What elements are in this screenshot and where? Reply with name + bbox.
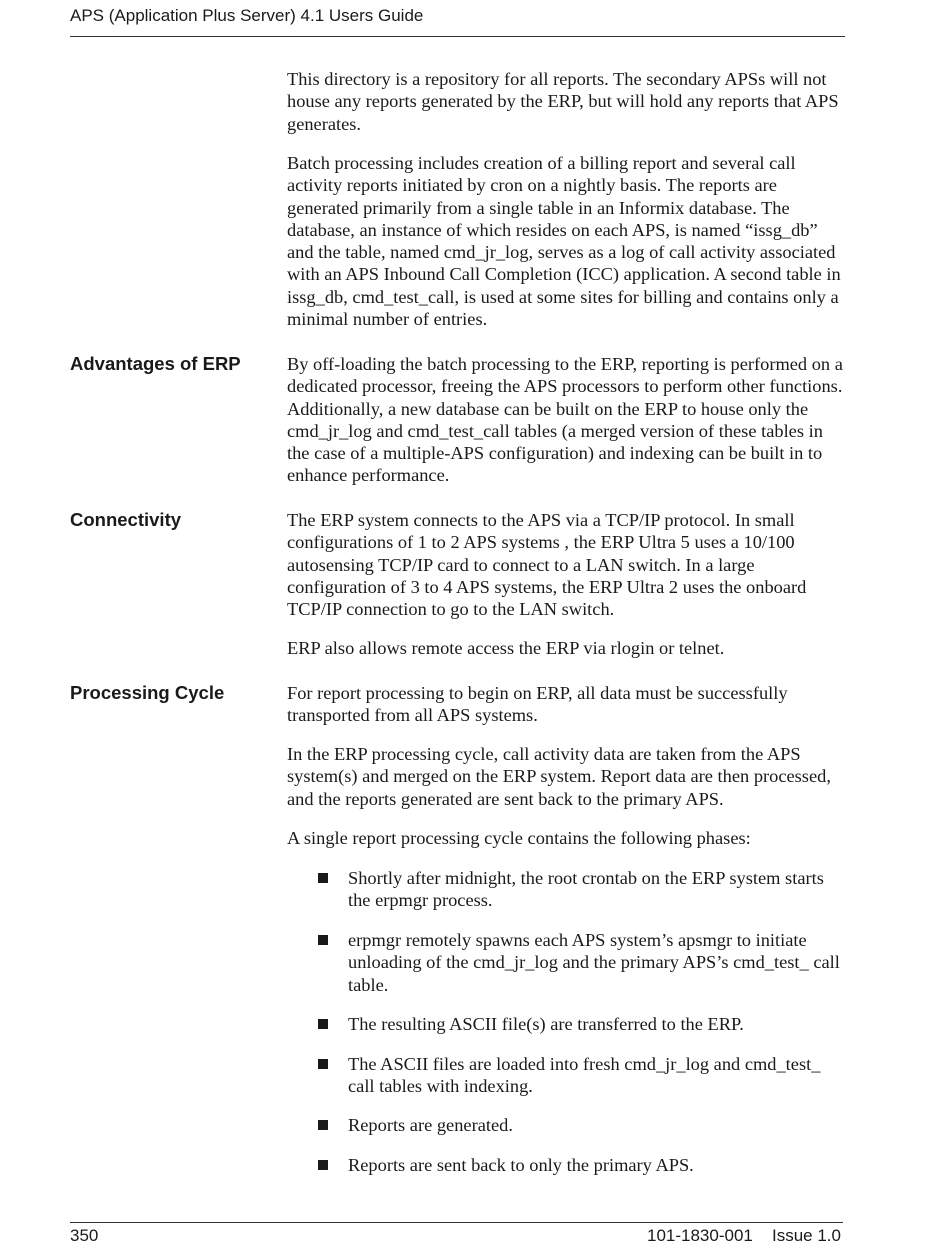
header-title: APS (Application Plus Server) 4.1 Users Guide (70, 6, 424, 25)
heading-connectivity: Connectivity (70, 509, 182, 530)
intro-paragraph-2: Batch processing includes creation of a billing report and several call activity reports initiated by cron on a nightly basis. The reports are generated primarily from a single table in an Informix database. The database, an instance of which resides on each APS, is named “issg_db” and the table, named cmd_jr_log, serves as a log of call activity associated with an APS Inbound Call Completion (ICC) application. A second table in issg_db, cmd_test_call, is used at some sites for billing and contains only a minimal number of entries. (287, 153, 841, 330)
square-bullet-icon (318, 1120, 328, 1130)
square-bullet-icon (318, 873, 328, 883)
list-item-text: The ASCII files are loaded into fresh cmd_jr_log and cmd_test_ call tables with indexing. (348, 1054, 821, 1097)
connectivity-paragraph-1: The ERP system connects to the APS via a TCP/IP protocol. In small configurations of 1 to 2 APS systems , the ERP Ultra 5 uses a 10/100 autosensing TCP/IP card to connect to a LAN switch. In a large configuration of 3 to 4 APS systems, the ERP Ultra 2 uses the onboard TCP/IP connection to go to the LAN switch. (287, 510, 807, 620)
page-number: 350 (70, 1226, 99, 1245)
advantages-paragraph: By off-loading the batch processing to the ERP, reporting is performed on a dedicated processor, freeing the APS processors to perform other functions. Additionally, a new database can be built on the ERP to house only the cmd_jr_log and cmd_test_call tables (a merged version of these tables in the case of a multiple-APS configuration) and indexing can be built in to enhance performance. (287, 354, 843, 486)
square-bullet-icon (318, 1059, 328, 1069)
connectivity-paragraph-2: ERP also allows remote access the ERP via rlogin or telnet. (287, 638, 725, 658)
square-bullet-icon (318, 1019, 328, 1029)
heading-advantages-of-erp: Advantages of ERP (70, 353, 241, 374)
issue-label: Issue 1.0 (772, 1226, 841, 1245)
list-item-text: erpmgr remotely spawns each APS system’s apsmgr to initiate unloading of the cmd_jr_log and the primary APS’s cmd_test_ call table. (348, 930, 840, 995)
processing-paragraph-2: In the ERP processing cycle, call activity data are taken from the APS system(s) and merged on the ERP system. Report data are then processed, and the reports generated are sent back to the primary APS. (287, 744, 831, 809)
square-bullet-icon (318, 1160, 328, 1170)
footer-rule (70, 1222, 843, 1223)
list-item-text: Reports are sent back to only the primary APS. (348, 1155, 694, 1175)
processing-paragraph-1: For report processing to begin on ERP, all data must be successfully transported from all APS systems. (287, 683, 788, 726)
intro-paragraph-1: This directory is a repository for all reports. The secondary APSs will not house any reports generated by the ERP, but will hold any reports that APS generates. (287, 69, 839, 134)
document-id: 101-1830-001 (647, 1226, 753, 1245)
running-header (70, 5, 845, 37)
list-item-text: Shortly after midnight, the root crontab on the ERP system starts the erpmgr process. (348, 868, 824, 911)
processing-paragraph-3: A single report processing cycle contains the following phases: (287, 828, 751, 848)
square-bullet-icon (318, 935, 328, 945)
list-item-text: The resulting ASCII file(s) are transferred to the ERP. (348, 1014, 744, 1034)
heading-processing-cycle: Processing Cycle (70, 682, 225, 703)
list-item-text: Reports are generated. (348, 1115, 513, 1135)
